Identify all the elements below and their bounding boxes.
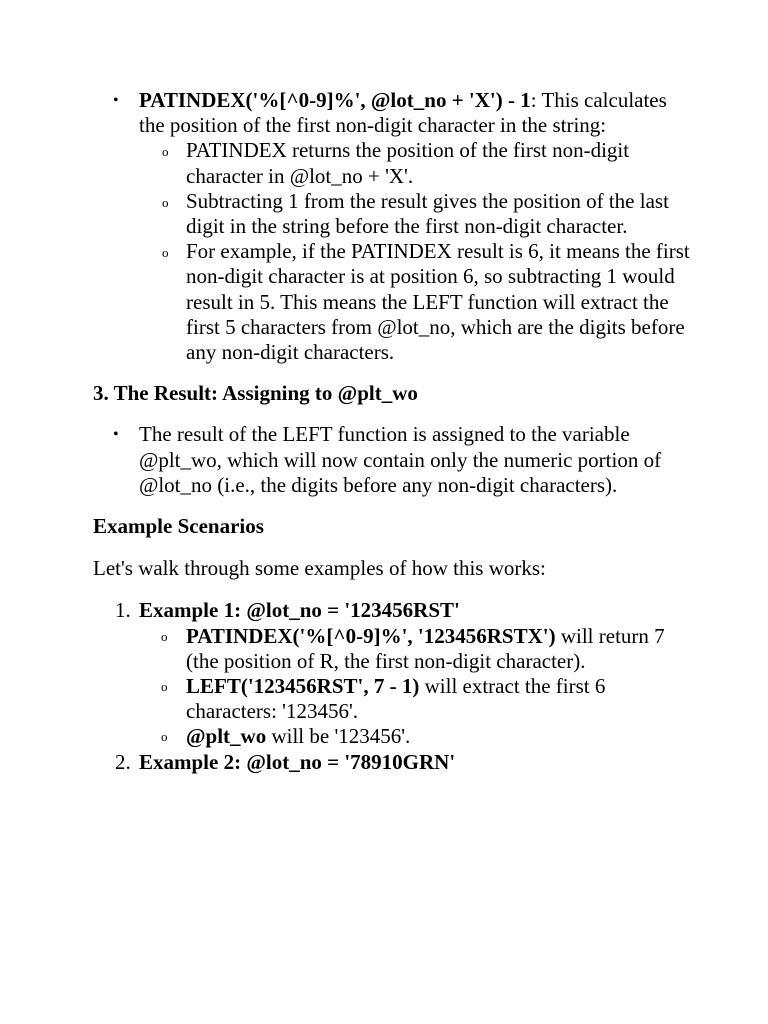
sub-item-text: will return 7 (the position of R, the first non-digit character).: [186, 623, 665, 673]
sub-list-item: [139, 239, 693, 365]
bullet-marker: •: [113, 426, 119, 444]
circle-bullet-marker: o: [161, 729, 168, 745]
patindex-description: : This calculates the position of the first non-digit character in the string:: [139, 88, 667, 138]
patindex-bullet: [93, 88, 693, 365]
sub-list-item: [139, 724, 693, 749]
code-expression: LEFT('123456RST', 7 - 1): [186, 674, 420, 699]
sub-list-item: [139, 674, 693, 724]
patindex-expression: PATINDEX('%[^0-9]%', @lot_no + 'X') - 1: [139, 88, 531, 112]
sub-item-text: PATINDEX returns the position of the first non-digit character in @lot_no + 'X'.: [186, 138, 630, 188]
example-2-item: [93, 750, 693, 775]
result-bullet: [93, 422, 693, 498]
sub-list-item: [139, 138, 693, 188]
bullet-marker: •: [113, 92, 119, 109]
examples-intro: Let's walk through some examples of how this works:: [93, 556, 546, 581]
list-number: 2.: [115, 749, 131, 774]
example-2-title: Example 2: @lot_no = '78910GRN': [139, 749, 456, 774]
section3-heading: 3. The Result: Assigning to @plt_wo: [93, 381, 418, 406]
sub-item-text: Subtracting 1 from the result gives the position of the last digit in the string before the first non-digit character.: [186, 188, 669, 239]
list-number: 1.: [115, 598, 131, 623]
sub-list-item: [139, 624, 693, 674]
result-bullet-text: The result of the LEFT function is assigned to the variable @plt_wo, which will now contain only the numeric portion of @lot_no (i.e., the digits before any non-digit characters).: [139, 422, 662, 497]
sub-item-text: For example, if the PATINDEX result is 6, it means the first non-digit character is at position 6, so subtracting 1 would result in 5. This means the LEFT function will extract the first 5 characters from @lot_no, which are the digits before any non-digit characters.: [186, 239, 690, 365]
sub-list-item: [139, 189, 693, 239]
circle-bullet-marker: o: [161, 679, 168, 695]
circle-bullet-marker: o: [162, 144, 169, 160]
sub-item-text: will be '123456'.: [266, 724, 411, 749]
patindex-bullet-text: [139, 88, 693, 138]
circle-bullet-marker: o: [162, 194, 169, 210]
document-page: [93, 88, 693, 775]
code-expression: PATINDEX('%[^0-9]%', '123456RSTX'): [186, 623, 556, 648]
example-1-item: [93, 598, 693, 749]
examples-heading: Example Scenarios: [93, 514, 264, 539]
circle-bullet-marker: o: [161, 628, 168, 644]
code-expression: @plt_wo: [186, 724, 267, 749]
example-1-sub-list: [139, 624, 693, 750]
patindex-sub-list: [139, 138, 693, 365]
circle-bullet-marker: o: [162, 245, 169, 261]
example-1-title: Example 1: @lot_no = '123456RST': [139, 598, 460, 623]
sub-item-text: will extract the first 6 characters: '123456'.: [186, 674, 606, 724]
